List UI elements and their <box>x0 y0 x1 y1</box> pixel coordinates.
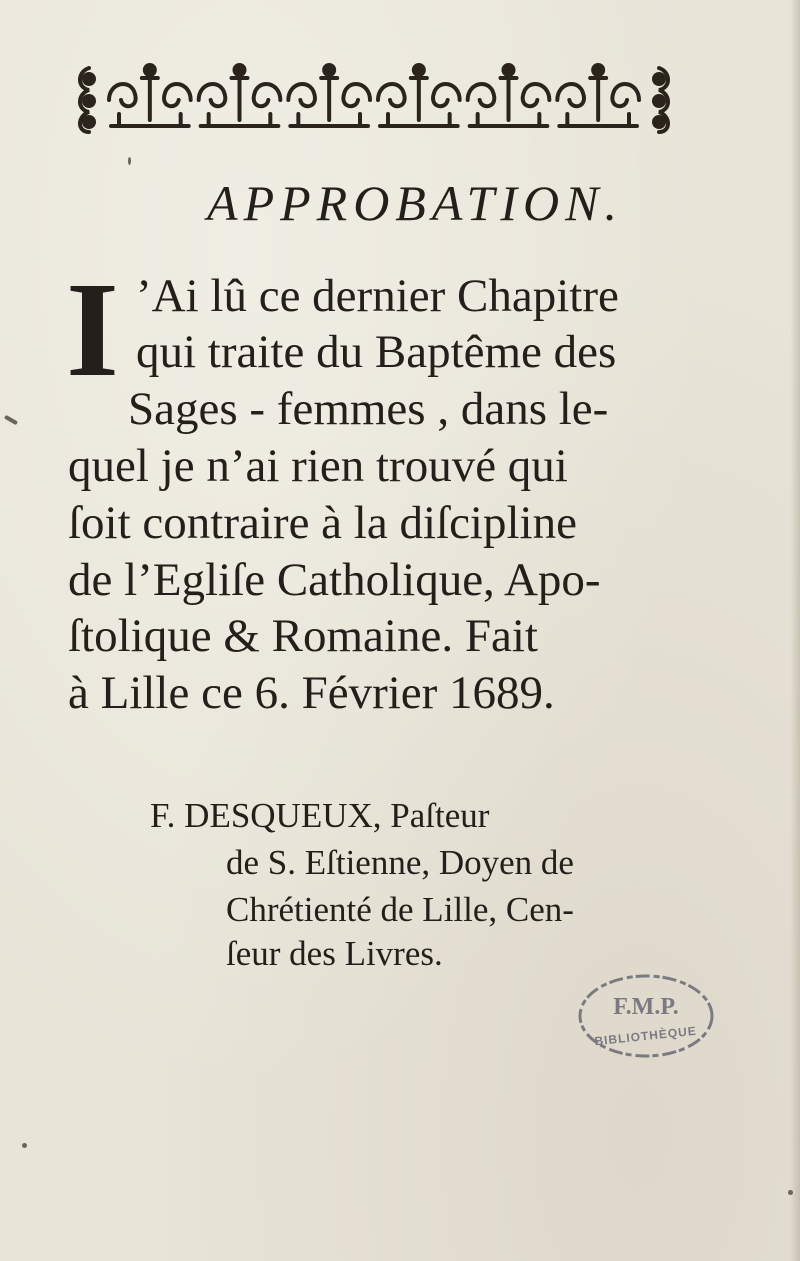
fleuron-crown-icon <box>235 65 245 75</box>
fleuron-border-icon <box>75 60 673 135</box>
paper-mark <box>22 1143 27 1148</box>
text-line: Sages - femmes , dans le- <box>128 383 609 435</box>
fleuron-motif-icon <box>378 70 460 126</box>
signature-line: Chrétienté de Lille, Cen- <box>226 890 574 929</box>
drop-cap-initial: I <box>66 255 119 405</box>
fleuron-crown-icon <box>324 65 334 75</box>
page-title: APPROBATION. <box>207 175 623 231</box>
signature-line: de S. Eſtienne, Doyen de <box>226 843 574 882</box>
fleuron-motif-icon <box>109 70 191 126</box>
paper-mark <box>4 415 18 425</box>
stamp-bottom-text: BIBLIOTHÈQUE <box>593 1023 698 1049</box>
text-line: de l’Egliſe Catholique, Apo- <box>68 554 601 606</box>
signature-line: ſeur des Livres. <box>226 934 443 973</box>
fleuron-crown-icon <box>145 65 155 75</box>
fleuron-motif-icon <box>468 70 550 126</box>
fleuron-motif-icon <box>199 70 281 126</box>
stamp-top-text: F.M.P. <box>613 994 679 1020</box>
signature-line: F. DESQUEUX, Paſteur <box>150 796 490 835</box>
library-stamp <box>575 970 717 1062</box>
fleuron-crown-icon <box>504 65 514 75</box>
fleuron-motif-icon <box>557 70 639 126</box>
fleuron-crown-icon <box>593 65 603 75</box>
text-line: ’Ai lû ce dernier Chapitre <box>136 270 619 322</box>
text-line: quel je n’ai rien trouvé qui <box>68 440 568 492</box>
text-line: à Lille ce 6. Février 1689. <box>68 667 555 719</box>
text-line: ſtolique & Romaine. Fait <box>68 610 538 662</box>
paper-mark <box>788 1190 793 1195</box>
paper-mark <box>128 157 131 165</box>
text-line: ſoit contraire à la diſcipline <box>68 497 577 549</box>
fleuron-crown-icon <box>414 65 424 75</box>
fleuron-motif-icon <box>288 70 370 126</box>
text-line: qui traite du Baptême des <box>136 326 617 378</box>
